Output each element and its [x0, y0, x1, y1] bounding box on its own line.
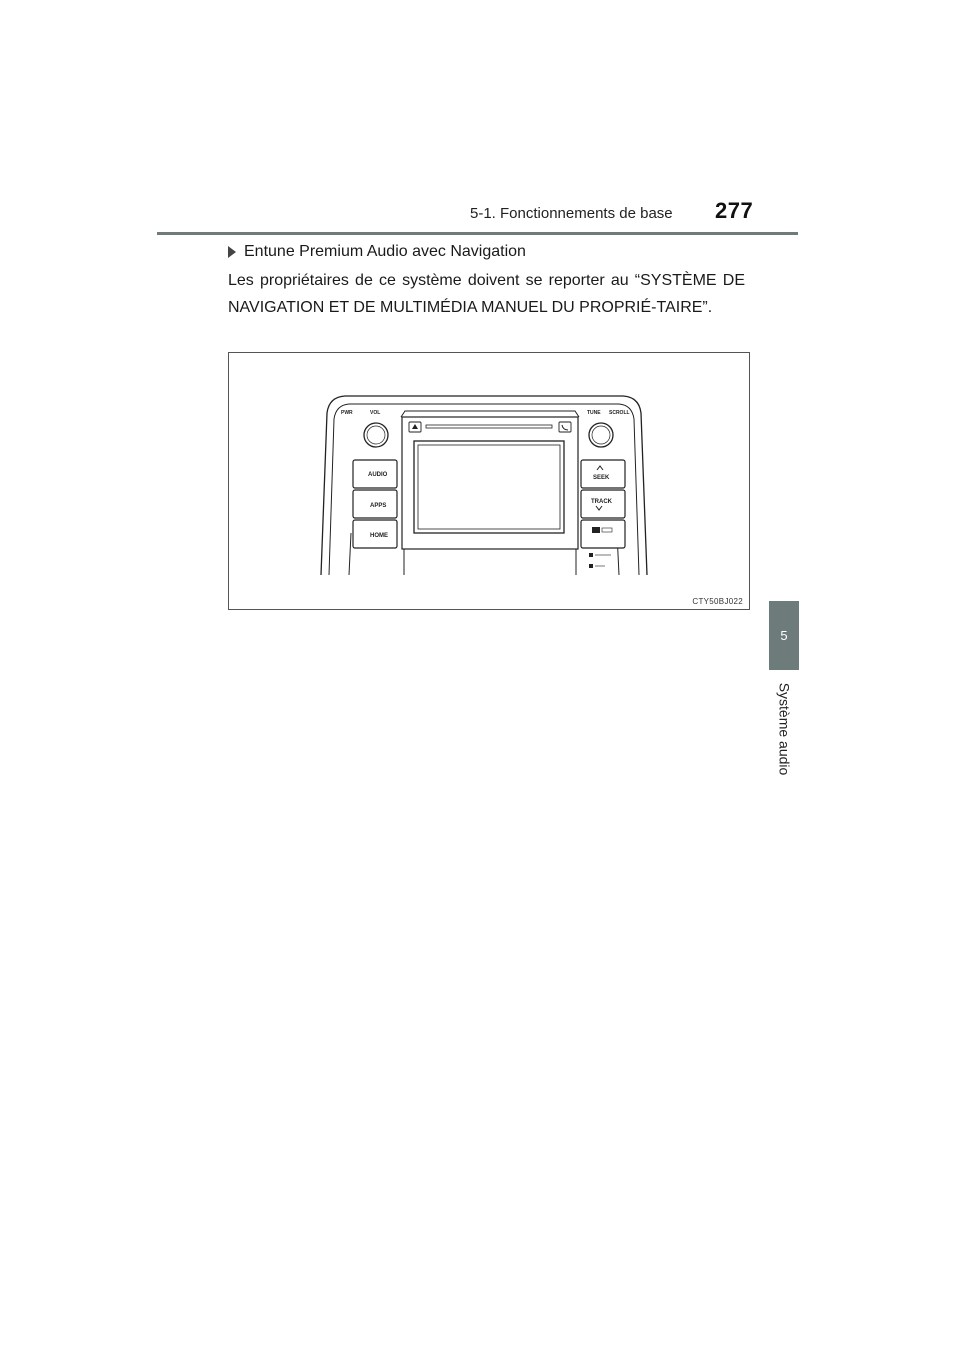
sd-card-icon	[592, 527, 600, 533]
seek-label: SEEK	[593, 475, 610, 481]
track-label: TRACK	[591, 499, 612, 505]
header-rule	[157, 232, 798, 235]
pwr-label: PWR	[341, 410, 353, 416]
bullet-heading	[228, 243, 526, 261]
section-title: 5-1. Fonctionnements de base	[470, 205, 673, 222]
chapter-label-container	[769, 670, 799, 788]
chapter-label: Système audio	[776, 682, 793, 776]
figure-audio-unit	[228, 352, 750, 610]
tune-knob	[589, 423, 613, 447]
vol-label: VOL	[370, 410, 381, 416]
chapter-number: 5	[780, 628, 788, 643]
bullet-heading-text: Entune Premium Audio avec Navigation	[244, 243, 526, 260]
home-label: HOME	[370, 533, 388, 539]
volume-knob	[364, 423, 388, 447]
apps-label: APPS	[370, 503, 387, 509]
display-screen	[414, 441, 564, 533]
tune-label: TUNE	[587, 410, 601, 416]
triangle-bullet-icon	[228, 246, 236, 258]
media-slot-button	[581, 520, 625, 548]
audio-unit-illustration	[229, 353, 751, 611]
seek-button	[581, 460, 625, 488]
phone-button	[559, 422, 571, 432]
page-number: 277	[715, 198, 754, 223]
scroll-label: SCROLL	[609, 410, 630, 416]
hd-radio-logo-icon	[589, 564, 593, 568]
chapter-tab	[769, 601, 799, 670]
audio-label: AUDIO	[368, 472, 388, 478]
figure-code: CTY50BJ022	[692, 597, 743, 606]
gracenote-logo-icon	[589, 553, 593, 557]
body-paragraph: Les propriétaires de ce système doivent se reporter au “SYSTÈME DE NAVIGATION ET DE MULTIMÉDIA MANUEL DU PROPRIÉ-TAIRE”.	[228, 272, 745, 316]
cd-slot	[426, 425, 552, 428]
